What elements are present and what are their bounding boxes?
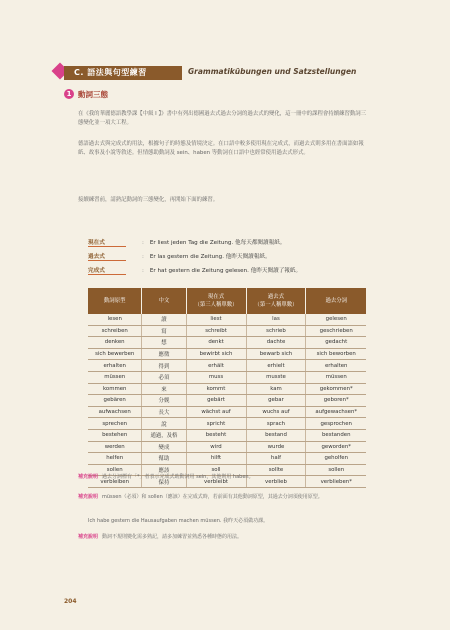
page-number: 204 bbox=[64, 598, 77, 605]
table-cell: 長大 bbox=[142, 406, 186, 418]
table-cell: erhalten bbox=[306, 360, 366, 372]
table-row bbox=[88, 314, 366, 325]
table-cell: 讀 bbox=[142, 314, 186, 325]
table-cell: gebären bbox=[88, 395, 142, 407]
table-cell: aufwachsen bbox=[88, 406, 142, 418]
table-cell: sprach bbox=[246, 418, 306, 430]
table-cell: 保持 bbox=[142, 476, 186, 488]
table-cell: wurde bbox=[246, 441, 306, 453]
col-header: 現在式 （第三人稱單數） bbox=[186, 288, 246, 314]
table-cell: 必須 bbox=[142, 371, 186, 383]
table-cell: wird bbox=[186, 441, 246, 453]
table-cell: sollen bbox=[88, 464, 142, 476]
table-cell: dachte bbox=[246, 337, 306, 349]
table-cell: denken bbox=[88, 337, 142, 349]
table-cell: spricht bbox=[186, 418, 246, 430]
table-cell: gesprochen bbox=[306, 418, 366, 430]
table-cell: 想 bbox=[142, 337, 186, 349]
example-perfect: 完成式 : Er hat gestern die Zeitung gelesen. 他昨天閱讀了報紙。 bbox=[88, 268, 302, 274]
table-cell: sollte bbox=[246, 464, 306, 476]
table-cell: helfen bbox=[88, 453, 142, 465]
table-cell: verbleibt bbox=[186, 476, 246, 488]
table-cell: müssen bbox=[306, 371, 366, 383]
table-header-row bbox=[88, 288, 366, 314]
table-cell: erhielt bbox=[246, 360, 306, 372]
table-row bbox=[88, 360, 366, 372]
footnote-tag: 補充說明 bbox=[78, 534, 99, 540]
table-cell: gebärt bbox=[186, 395, 246, 407]
table-cell: schreiben bbox=[88, 325, 142, 337]
table-row bbox=[88, 453, 366, 465]
footnote-text: 過去分詞標有「*」者表示完成式助動詞用 sein，其他則用 haben。 bbox=[102, 474, 254, 480]
table-cell: kommt bbox=[186, 383, 246, 395]
table-row bbox=[88, 418, 366, 430]
example-tag: 現在式 bbox=[88, 238, 126, 247]
section-title: 動詞三態 bbox=[78, 90, 108, 99]
table-cell: verblieb bbox=[246, 476, 306, 488]
table-cell: denkt bbox=[186, 337, 246, 349]
example-past: 過去式 : Er las gestern die Zeitung. 他昨天閱讀報紙。 bbox=[88, 254, 271, 260]
table-cell: gedacht bbox=[306, 337, 366, 349]
table-cell: bestand bbox=[246, 429, 306, 441]
table-cell: bestanden bbox=[306, 429, 366, 441]
footnote-text: Ich habe gestern die Hausaufgaben machen müssen. 我昨天必須做功課。 bbox=[88, 518, 269, 524]
table-cell: 來 bbox=[142, 383, 186, 395]
table-cell: schrieb bbox=[246, 325, 306, 337]
table-cell: musste bbox=[246, 371, 306, 383]
table-cell: soll bbox=[186, 464, 246, 476]
table-cell: 應徵 bbox=[142, 348, 186, 360]
footnote-tag: 補充說明 bbox=[78, 474, 99, 480]
table-row bbox=[88, 337, 366, 349]
example-sentence: Er hat gestern die Zeitung gelesen. 他昨天閱讀了報紙。 bbox=[149, 268, 302, 274]
table-cell: gelesen bbox=[306, 314, 366, 325]
table-cell: sich beworben bbox=[306, 348, 366, 360]
section-number: 1 bbox=[64, 89, 74, 99]
example-sentence: Er las gestern die Zeitung. 他昨天閱讀報紙。 bbox=[149, 254, 271, 260]
table-row bbox=[88, 348, 366, 360]
table-cell: gebar bbox=[246, 395, 306, 407]
col-header: 動詞原型 bbox=[88, 288, 142, 314]
table-cell: geboren* bbox=[306, 395, 366, 407]
footnote-example bbox=[88, 518, 378, 526]
table-cell: 得到 bbox=[142, 360, 186, 372]
col-header: 過去分詞 bbox=[306, 288, 366, 314]
table-cell: schreibt bbox=[186, 325, 246, 337]
table-cell: liest bbox=[186, 314, 246, 325]
example-present: 現在式 : Er liest jeden Tag die Zeitung. 他每天都閱讀報紙。 bbox=[88, 240, 286, 246]
table-cell: geholfen bbox=[306, 453, 366, 465]
col-header: 中文 bbox=[142, 288, 186, 314]
header-title: C. 語法與句型練習 bbox=[74, 68, 147, 77]
footnote bbox=[78, 494, 368, 502]
table-cell: 幫助 bbox=[142, 453, 186, 465]
table-cell: gekommen* bbox=[306, 383, 366, 395]
table-cell: wächst auf bbox=[186, 406, 246, 418]
table-cell: lesen bbox=[88, 314, 142, 325]
table-cell: 說 bbox=[142, 418, 186, 430]
footnote-text: 動詞不規則變化需多熟記，請多加練習並熟悉各種時態的用法。 bbox=[102, 534, 243, 540]
table-cell: 通過，及格 bbox=[142, 429, 186, 441]
table-cell: erhalten bbox=[88, 360, 142, 372]
table-row bbox=[88, 325, 366, 337]
verb-table bbox=[88, 288, 366, 488]
table-cell: verblieben* bbox=[306, 476, 366, 488]
table-cell: aufgewachsen* bbox=[306, 406, 366, 418]
table-row bbox=[88, 371, 366, 383]
table-body bbox=[88, 314, 366, 487]
table-cell: bewirbt sich bbox=[186, 348, 246, 360]
table-cell: wuchs auf bbox=[246, 406, 306, 418]
col-header: 過去式 （第一人稱單數） bbox=[246, 288, 306, 314]
table-cell: müssen bbox=[88, 371, 142, 383]
table-cell: sich bewerben bbox=[88, 348, 142, 360]
table-cell: werden bbox=[88, 441, 142, 453]
table-cell: half bbox=[246, 453, 306, 465]
table-row bbox=[88, 406, 366, 418]
footnote bbox=[78, 474, 368, 482]
footnote-tag: 補充說明 bbox=[78, 494, 99, 500]
footnote-text: müssen（必須）和 sollen（應該）在完成式時，若前面有其他動詞原型，其過去分詞須使用原型。 bbox=[102, 494, 323, 500]
table-cell: kam bbox=[246, 383, 306, 395]
example-tag: 過去式 bbox=[88, 252, 126, 261]
table-cell: sprechen bbox=[88, 418, 142, 430]
table-cell: 變成 bbox=[142, 441, 186, 453]
header-subtitle: Grammatikübungen und Satzstellungen bbox=[188, 67, 357, 76]
table-cell: sollen bbox=[306, 464, 366, 476]
table-cell: verbleiben bbox=[88, 476, 142, 488]
table-cell: geworden* bbox=[306, 441, 366, 453]
table-row bbox=[88, 395, 366, 407]
table-row bbox=[88, 383, 366, 395]
table-cell: bewarb sich bbox=[246, 348, 306, 360]
paragraph: 在《我的華麗德語教學課【中級 I 】》書中有列出德國過去式過去分詞的過去式的變化，這一冊中的課程會持續練習動詞三態變化並一項大工程。 bbox=[78, 111, 367, 126]
table-cell: erhält bbox=[186, 360, 246, 372]
table-row bbox=[88, 441, 366, 453]
paragraph: 接續練習前，請熟記動詞的三態變化，再開始下面的練習。 bbox=[78, 197, 219, 203]
table-cell: geschrieben bbox=[306, 325, 366, 337]
paragraph: 德語過去式與完成式的用法，根據句子的時態及情境決定。在口語中較多使用現在完成式，而過去式則多用在書面語如報紙、故事及小說等敘述。但情態助動詞及 sein、haben 等動詞在口語中也經常使用過去式形式。 bbox=[78, 141, 364, 156]
table-cell: kommen bbox=[88, 383, 142, 395]
table-cell: 應該 bbox=[142, 464, 186, 476]
table-row bbox=[88, 429, 366, 441]
table-cell: muss bbox=[186, 371, 246, 383]
table-cell: 分娩 bbox=[142, 395, 186, 407]
example-sentence: Er liest jeden Tag die Zeitung. 他每天都閱讀報紙。 bbox=[149, 240, 286, 246]
table-cell: hilft bbox=[186, 453, 246, 465]
table-cell: bestehen bbox=[88, 429, 142, 441]
table-cell: 寫 bbox=[142, 325, 186, 337]
table-cell: las bbox=[246, 314, 306, 325]
example-tag: 完成式 bbox=[88, 266, 126, 275]
footnote bbox=[78, 534, 368, 542]
table-cell: besteht bbox=[186, 429, 246, 441]
